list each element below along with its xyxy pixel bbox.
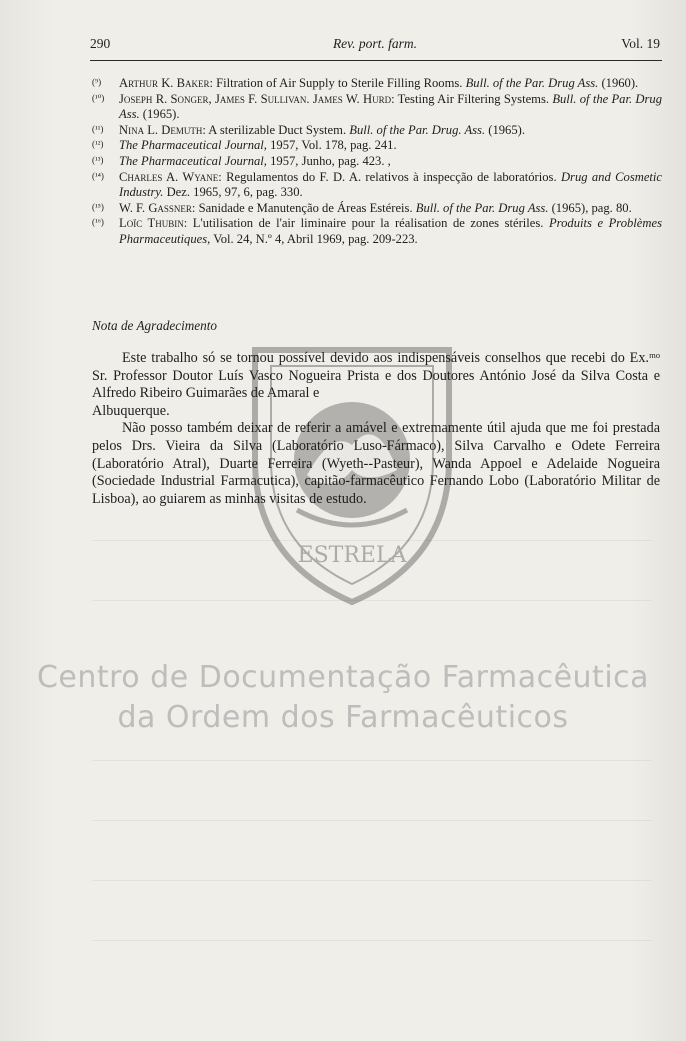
reference-number: (¹¹) — [92, 123, 104, 134]
reference-item — [92, 92, 662, 123]
reference-item — [92, 76, 662, 92]
acknowledgement-paragraph-1: Este trabalho só se tornou possível devido aos indispensáveis conselhos que recebi do Ex.ᵐᵒ Sr. Professor Doutor Luís Vasco Nogueira Prista e dos Doutores António José da Silva Costa e Alfredo Ribeiro Guimarães de Amaral e — [92, 350, 660, 402]
bleed-through-line — [92, 940, 652, 941]
acknowledgement-paragraph-1-end: Albuquerque. — [92, 402, 170, 419]
watermark-line-1: Centro de Documentação Farmacêutica — [36, 660, 650, 695]
reference-item — [92, 170, 662, 201]
reference-number: (⁹) — [92, 77, 102, 87]
running-head — [90, 36, 660, 56]
reference-details: 1957, Vol. 178, pag. 241. — [266, 138, 397, 153]
reference-details: Vol. 24, N.º 4, Abril 1969, pag. 209-223. — [210, 231, 418, 246]
acknowledgement-paragraph-2: Não posso também deixar de referir a amável e extremamente útil ajuda que me foi prestada pelos Drs. Vieira da Silva (Laboratório Luso-Fármaco), Silva Carvalho e Odete Ferreira (Laboratório Atral), Duarte Ferreira (Wyeth--Pasteur), Wanda Appoel e Adelaide Nogueira (Sociedade Industrial Farmacutica), capitão-farmacêutico Fernando Lobo (Laboratório Militar de Lisboa), ao guiarem as minhas visitas de estudo. — [92, 420, 660, 507]
reference-author: Nina L. Demuth: — [119, 122, 206, 137]
reference-number: (¹⁴) — [92, 170, 104, 181]
reference-list — [92, 76, 662, 248]
reference-author: Charles A. Wyane: — [119, 169, 222, 184]
reference-source: Bull. of the Par. Drug. Ass. — [349, 122, 486, 137]
journal-title: Rev. port. farm. — [332, 36, 418, 51]
reference-title: A sterilizable Duct System. — [205, 122, 350, 137]
reference-item — [92, 138, 662, 154]
reference-source: Drug and Cosmetic Industry. — [119, 169, 662, 200]
reference-details: 1957, Junho, pag. 423. , — [266, 153, 391, 168]
svg-text:ESTRELA: ESTRELA — [297, 543, 407, 568]
reference-source: Produits e Problèmes Pharmaceutiques, — [119, 216, 662, 246]
reference-source: The Pharmaceutical Journal, — [119, 153, 267, 168]
header-rule — [90, 60, 662, 61]
reference-item — [92, 123, 662, 139]
reference-details: (1965). — [139, 107, 180, 122]
reference-item — [92, 216, 662, 247]
reference-details: (1960). — [598, 76, 639, 90]
reference-title: Regulamentos do F. D. A. relativos à inspecção de laboratórios. — [221, 169, 561, 184]
bleed-through-line — [92, 880, 652, 881]
reference-title: L'utilisation de l'air liminaire pour la réalisation de zones stériles. — [187, 216, 549, 231]
acknowledgement-heading: Nota de Agradecimento — [92, 318, 218, 333]
reference-author: Loïc Thubin: — [119, 216, 188, 231]
reference-details: Dez. 1965, 97, 6, pag. 330. — [163, 185, 303, 200]
reference-details: (1965). — [485, 122, 525, 137]
reference-author: W. F. Gassner: — [119, 200, 196, 215]
watermark-line-2: da Ordem dos Farmacêuticos — [117, 700, 569, 735]
reference-source: Bull. of the Par. Drug Ass. — [465, 76, 599, 90]
acknowledgement-body — [92, 350, 660, 508]
reference-details: (1965), pag. 80. — [548, 200, 632, 215]
reference-source: Bull. of the Par. Drug Ass. — [415, 200, 549, 215]
reference-author: Arthur K. Baker: — [119, 76, 213, 90]
bleed-through-line — [92, 820, 652, 821]
reference-item — [92, 201, 662, 217]
reference-title: Filtration of Air Supply to Sterile Filling Rooms. — [213, 76, 466, 90]
bleed-through-line — [92, 760, 652, 761]
reference-source: The Pharmaceutical Journal, — [119, 138, 267, 153]
reference-author: Joseph R. Songer, James F. Sullivan. James W. Hurd: — [119, 91, 395, 106]
page-number: 290 — [90, 36, 111, 51]
reference-item — [92, 154, 662, 170]
reference-number: (¹⁵) — [92, 201, 104, 212]
reference-title: Sanidade e Manutenção de Áreas Estéreis. — [195, 200, 416, 215]
reference-title: Testing Air Filtering Systems. — [394, 91, 553, 106]
reference-number: (¹²) — [92, 139, 104, 150]
reference-source: Bull. of the Par. Drug Ass. — [119, 91, 663, 122]
reference-number: (¹³) — [92, 154, 104, 165]
reference-number: (¹⁰) — [92, 92, 105, 103]
volume-label: Vol. 19 — [621, 36, 660, 51]
reference-number: (¹⁶) — [92, 217, 104, 228]
